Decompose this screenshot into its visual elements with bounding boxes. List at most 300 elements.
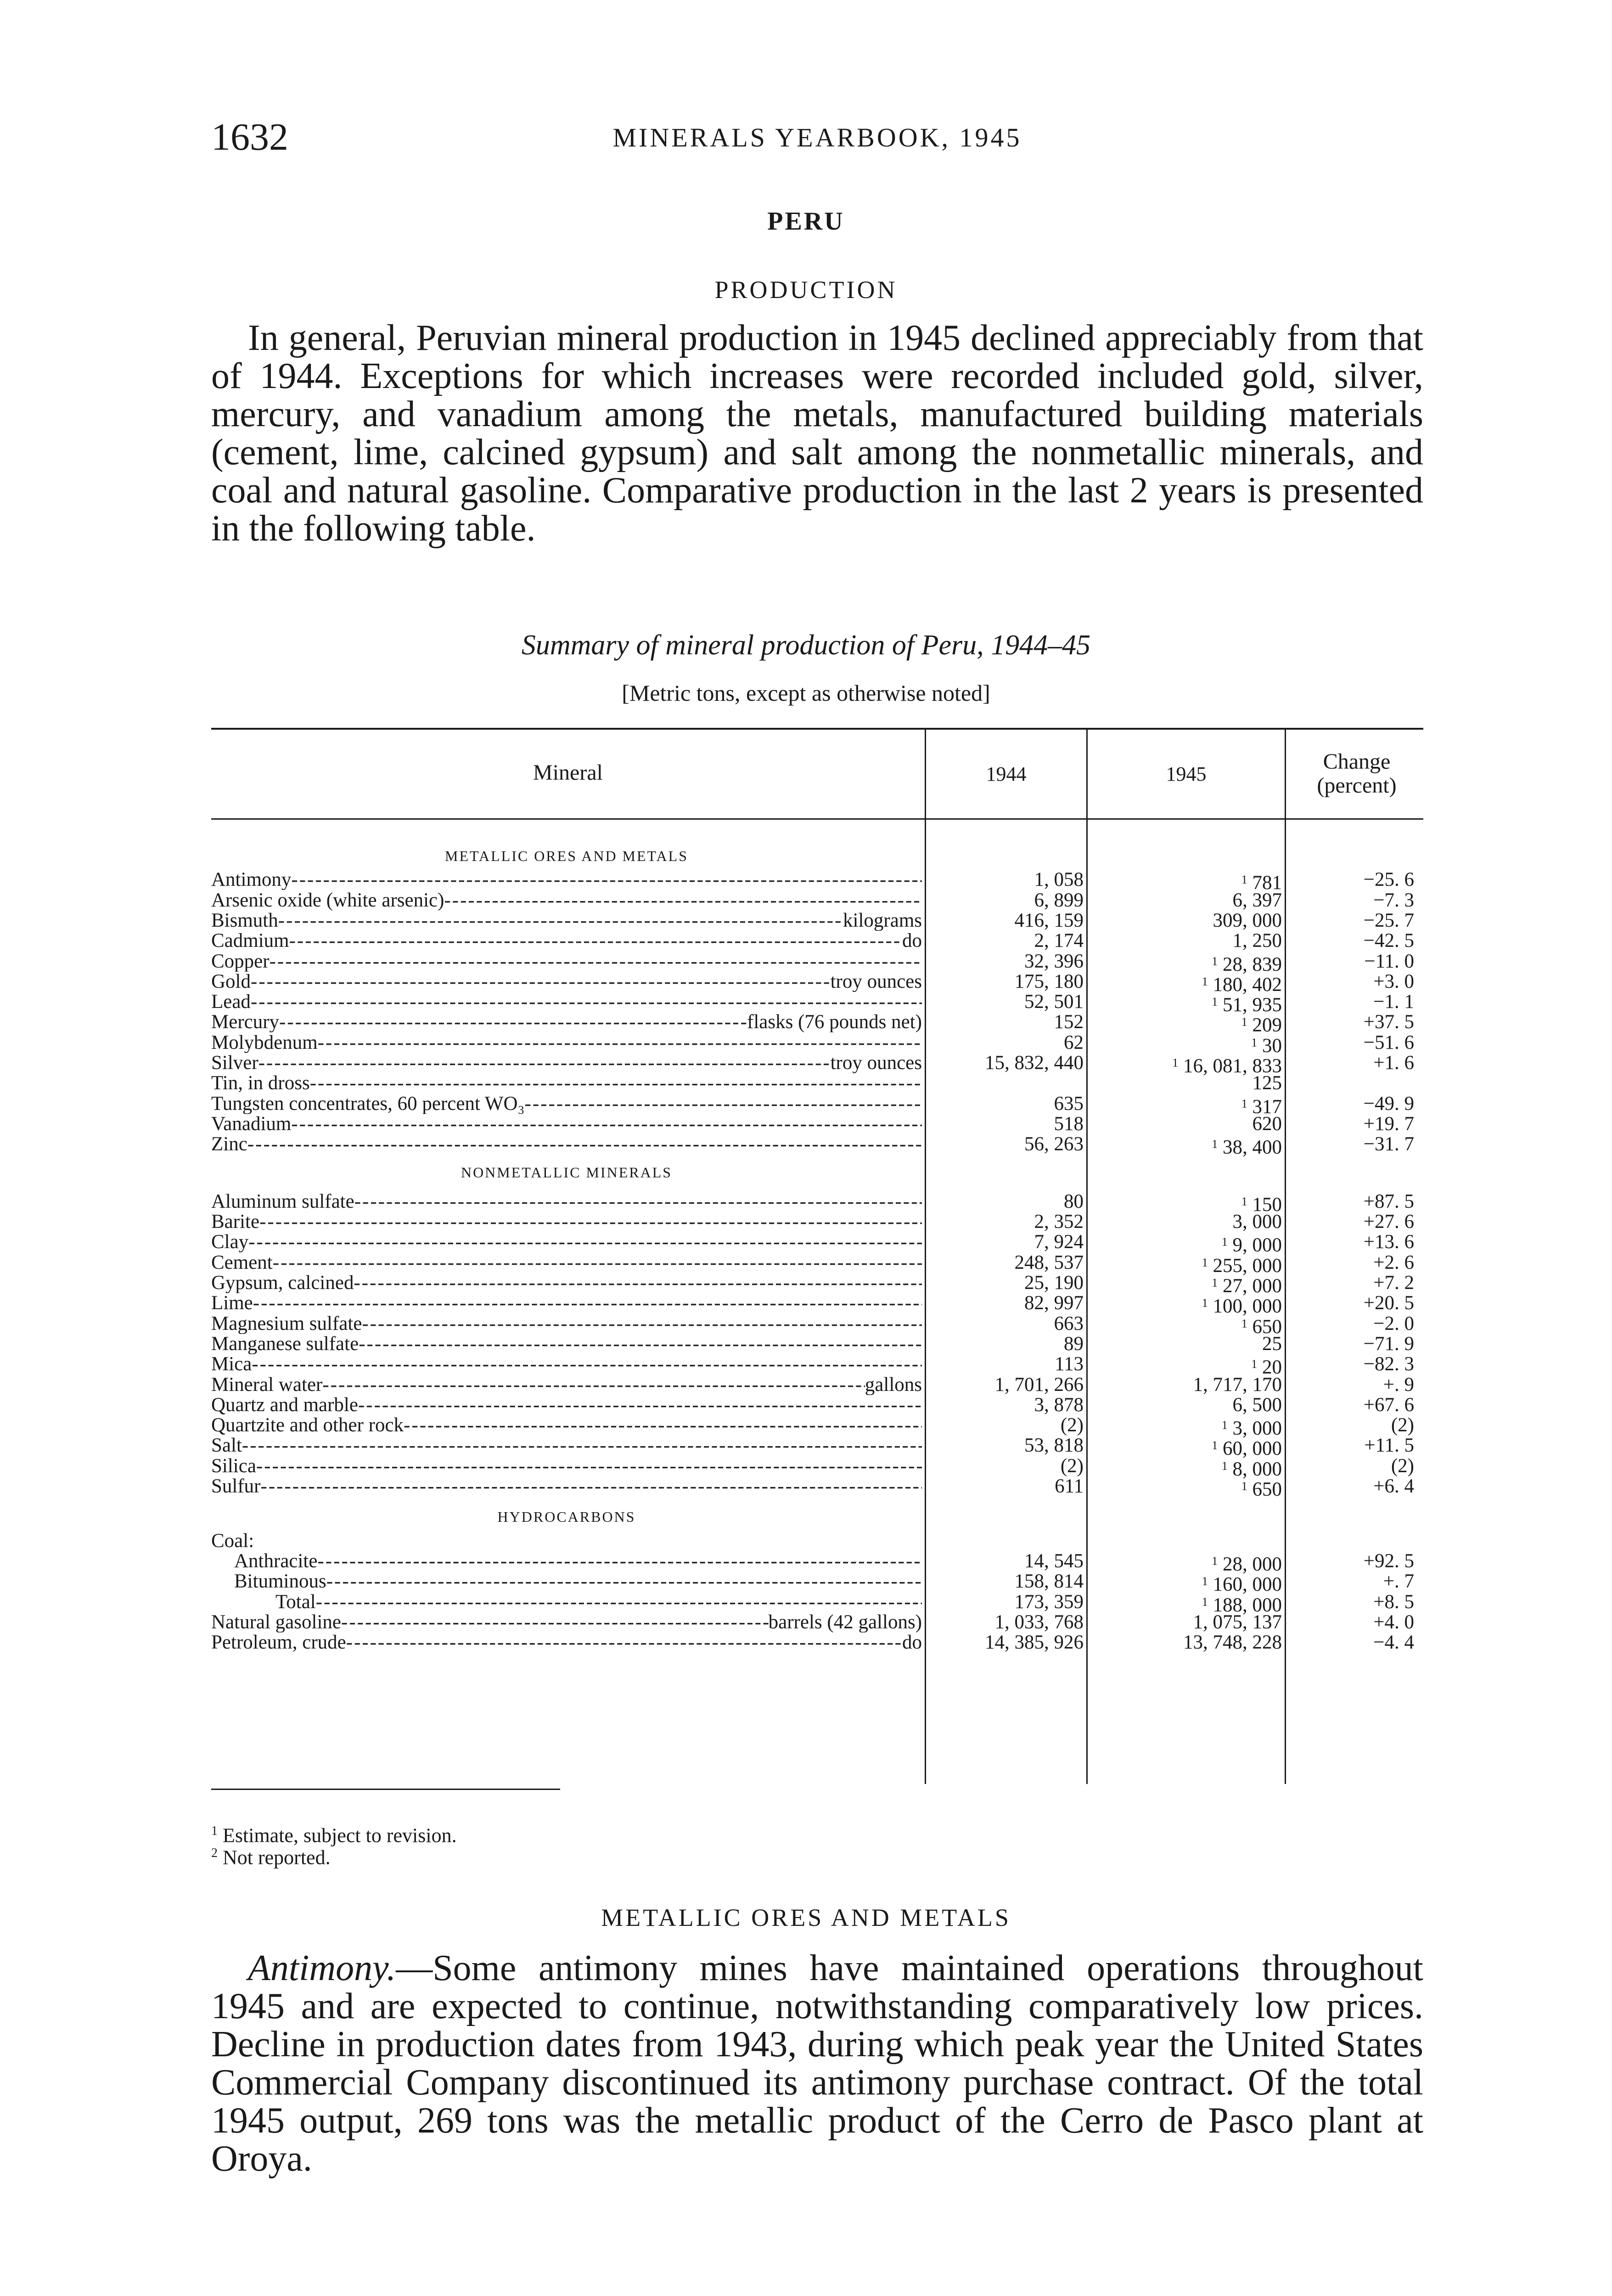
table-row	[211, 890, 1423, 911]
mineral-name: Magnesium sulfate	[211, 1313, 362, 1334]
mineral-name: Copper	[211, 951, 270, 972]
value-change: +27. 6	[1363, 1211, 1414, 1233]
value-1945	[1089, 911, 1282, 931]
leader-dots	[316, 1592, 922, 1612]
value-1944: 56, 263	[1024, 1133, 1084, 1155]
mineral-name: Anthracite	[234, 1551, 318, 1571]
value-1944: 80	[1064, 1190, 1084, 1212]
value-change: −11. 0	[1364, 950, 1414, 972]
table-row	[211, 1292, 1423, 1317]
value-1944: 158, 814	[1014, 1570, 1084, 1593]
table-row	[211, 1011, 1423, 1036]
value-1944: 1, 058	[1034, 869, 1084, 891]
table-row	[211, 1612, 1423, 1632]
value-change: +. 7	[1383, 1570, 1414, 1593]
value-change: (2)	[1391, 1455, 1414, 1477]
value-1944: 53, 818	[1024, 1435, 1084, 1457]
leader-dots	[326, 1571, 922, 1592]
value-1945-number: 9, 000	[1232, 1234, 1282, 1256]
value-1945	[1089, 1212, 1282, 1232]
mineral-name: Silica	[211, 1456, 256, 1476]
value-1945-number: 650	[1252, 1316, 1282, 1338]
value-1944: 1, 033, 768	[994, 1611, 1084, 1633]
table-top-rule	[211, 728, 1423, 730]
value-1945	[1089, 890, 1282, 911]
footnote-ref: 1	[1172, 1056, 1179, 1069]
mineral-name: Antimony	[211, 870, 292, 890]
value-1944: 152	[1054, 1011, 1084, 1033]
value-1945-number: 1, 250	[1232, 930, 1282, 952]
value-1945-number: 6, 500	[1232, 1394, 1282, 1416]
value-1944: 2, 352	[1034, 1211, 1084, 1233]
value-change: +. 9	[1383, 1373, 1414, 1396]
table-row	[211, 1375, 1423, 1395]
footnote-ref: 1	[1212, 1276, 1218, 1289]
table-row	[211, 1133, 1423, 1159]
value-1945	[1089, 931, 1282, 951]
value-change: −42. 5	[1363, 930, 1414, 952]
value-change: +11. 5	[1364, 1435, 1414, 1457]
table-row	[211, 1475, 1423, 1500]
footnote-ref: 1	[1212, 954, 1218, 968]
table-row	[211, 1455, 1423, 1480]
antimony-title: Antimony.	[248, 1948, 396, 1988]
mineral-name: Sulfur	[211, 1476, 261, 1497]
row-label	[211, 992, 922, 1012]
row-label	[211, 1415, 922, 1435]
value-1944: 82, 997	[1024, 1292, 1084, 1314]
table-row	[211, 911, 1423, 931]
value-1945-number: 317	[1252, 1096, 1282, 1118]
table-row	[211, 1272, 1423, 1297]
value-1945-number: 8, 000	[1232, 1458, 1282, 1480]
footnote-ref: 1	[1202, 1296, 1208, 1310]
col-header-mineral: Mineral	[533, 760, 603, 785]
value-1945-number: 125	[1252, 1072, 1282, 1094]
mineral-name: Zinc	[211, 1134, 247, 1155]
leader-dots	[358, 1395, 922, 1415]
footnote-ref: 1	[1202, 1575, 1208, 1588]
mineral-name: Lime	[211, 1293, 253, 1314]
value-1945-number: 13, 748, 228	[1183, 1632, 1282, 1654]
unit-note: barrels (42 gallons)	[768, 1612, 922, 1632]
row-label	[211, 1314, 922, 1334]
value-1944: 15, 832, 440	[985, 1052, 1084, 1074]
value-1945-number: 209	[1252, 1014, 1282, 1036]
row-label	[211, 890, 922, 911]
mineral-name: Clay	[211, 1232, 249, 1253]
row-label	[211, 1053, 922, 1073]
metals-section-heading: METALLIC ORES AND METALS	[601, 1904, 1011, 1931]
mineral-name: Gypsum, calcined	[211, 1273, 354, 1293]
leader-dots	[279, 1012, 747, 1032]
table-row	[211, 1591, 1423, 1616]
row-label	[211, 1114, 922, 1134]
leader-dots	[270, 951, 922, 972]
leader-dots	[341, 1612, 769, 1632]
footnote-ref: 1	[1221, 1235, 1228, 1249]
value-1945-number: 650	[1252, 1479, 1282, 1500]
row-label	[211, 1134, 922, 1154]
row-label	[211, 1551, 922, 1571]
mineral-name: Tin, in dross	[211, 1073, 310, 1094]
footnote-ref: 1	[1212, 1137, 1218, 1151]
table-row	[211, 1395, 1423, 1415]
value-1945-number: 16, 081, 833	[1183, 1055, 1282, 1077]
value-1945-number: 150	[1252, 1193, 1282, 1216]
value-1944: 62	[1064, 1031, 1084, 1053]
value-1944: 248, 537	[1014, 1251, 1084, 1273]
mineral-name: Petroleum, crude	[211, 1632, 346, 1653]
value-1945-number: 38, 400	[1223, 1137, 1282, 1159]
mineral-name: Barite	[211, 1212, 260, 1232]
mineral-name: Quartz and marble	[211, 1395, 358, 1415]
value-change: −71. 9	[1363, 1333, 1414, 1355]
unit-note: troy ounces	[830, 971, 922, 992]
value-1945-number: 25	[1262, 1333, 1282, 1355]
footnote-ref: 1	[1241, 1194, 1247, 1208]
row-label	[211, 1212, 922, 1232]
table-row	[211, 1031, 1423, 1057]
row-label	[211, 1293, 922, 1313]
mineral-name: Molybdenum	[211, 1032, 318, 1053]
row-label	[211, 1012, 922, 1032]
value-change: +19. 7	[1363, 1113, 1414, 1135]
table-group-label	[211, 1531, 1423, 1551]
value-change: −2. 0	[1373, 1312, 1414, 1334]
table-header-rule	[211, 818, 1423, 820]
value-change: +3. 0	[1373, 970, 1414, 992]
footnote-ref: 1	[1241, 1097, 1247, 1110]
unit-note: flasks (76 pounds net)	[747, 1012, 922, 1033]
value-1944: 25, 190	[1024, 1272, 1084, 1294]
row-label	[211, 931, 922, 951]
value-1945	[1089, 1476, 1282, 1500]
antimony-paragraph: Antimony.—Some antimony mines have maintained operations throughout 1945 and are expected to continue, notwithstanding comparatively low prices. Decline in production dates from 1943, during which peak year the United States Commercial Company discontinued its antimony purchase contract. Of the total 1945 output, 269 tons was the metallic product of the Cerro de Pasco plant at Oroya.	[211, 1948, 1423, 2179]
value-1945-number: 51, 935	[1223, 994, 1282, 1016]
value-1945	[1089, 1334, 1282, 1354]
leader-dots	[242, 1435, 922, 1456]
table-row	[211, 1114, 1423, 1134]
page-number: 1632	[211, 116, 288, 158]
value-1945-number: 3, 000	[1232, 1211, 1282, 1233]
leader-dots	[278, 911, 843, 931]
value-1944: 663	[1054, 1312, 1084, 1334]
row-label	[211, 1612, 922, 1632]
value-1944: 635	[1054, 1092, 1084, 1114]
table-row	[211, 991, 1423, 1016]
leader-dots	[354, 1192, 922, 1212]
row-label	[211, 1073, 922, 1093]
table-row	[211, 970, 1423, 996]
production-heading: PRODUCTION	[714, 276, 898, 304]
unit-note: kilograms	[843, 910, 922, 931]
mineral-name: Quartzite and other rock	[211, 1415, 404, 1436]
col-header-change: Change (percent)	[1317, 749, 1397, 798]
value-change: +2. 6	[1373, 1251, 1414, 1273]
footnote-ref: 1	[1212, 1554, 1218, 1568]
table-caption: Summary of mineral production of Peru, 1944–45	[521, 630, 1091, 661]
mineral-name: Gold	[211, 971, 251, 992]
value-change: −49. 9	[1363, 1092, 1414, 1114]
value-1944: 89	[1064, 1333, 1084, 1355]
footnote-ref: 1	[1221, 1459, 1228, 1473]
table-row	[211, 1231, 1423, 1256]
leader-dots	[248, 1232, 922, 1252]
value-change: +92. 5	[1363, 1550, 1414, 1572]
leader-dots	[318, 1033, 922, 1053]
value-1944: 7, 924	[1034, 1231, 1084, 1253]
leader-dots	[317, 1551, 922, 1571]
value-change: +67. 6	[1363, 1394, 1414, 1416]
footnote-ref: 1	[1202, 974, 1208, 988]
leader-dots	[525, 1094, 922, 1114]
mineral-name: Natural gasoline	[211, 1612, 341, 1632]
mineral-name: Tungsten concentrates, 60 percent WO₃	[211, 1093, 525, 1114]
mineral-name: Vanadium	[211, 1114, 292, 1134]
footnote-ref: 1	[1212, 995, 1218, 1009]
value-1945	[1089, 1114, 1282, 1134]
mineral-name: Cement	[211, 1252, 273, 1273]
row-label	[211, 1632, 922, 1653]
row-label	[211, 1192, 922, 1212]
table-bottom-rule	[211, 1789, 560, 1790]
row-label	[211, 1273, 922, 1293]
value-1945	[1089, 1612, 1282, 1632]
leader-dots	[359, 1334, 922, 1354]
value-change: +13. 6	[1363, 1231, 1414, 1253]
footnote-ref: 1	[1212, 1439, 1218, 1452]
value-1945-number: 309, 000	[1213, 909, 1282, 931]
table-row	[211, 1334, 1423, 1354]
mineral-name: Cadmium	[211, 931, 289, 951]
unit-note: do	[902, 1632, 922, 1653]
mineral-name: Silver	[211, 1053, 258, 1073]
table-units-note: [Metric tons, except as otherwise noted]	[622, 680, 990, 706]
value-1945-number: 60, 000	[1223, 1438, 1282, 1460]
row-label	[211, 1094, 922, 1114]
value-1945-number: 255, 000	[1213, 1255, 1282, 1277]
leader-dots	[273, 1253, 922, 1273]
mineral-name: Mica	[211, 1354, 252, 1375]
table-row	[211, 1550, 1423, 1575]
value-change: −31. 7	[1363, 1133, 1414, 1155]
value-change: +20. 5	[1363, 1292, 1414, 1314]
table-section-heading: HYDROCARBONS	[497, 1508, 636, 1525]
footnote-1-text: Estimate, subject to revision.	[223, 1824, 457, 1847]
footnote-ref: 1	[1241, 1317, 1247, 1330]
value-change: −51. 6	[1363, 1031, 1414, 1053]
value-1945-number: 180, 402	[1213, 974, 1282, 996]
value-1945-number: 6, 397	[1232, 889, 1282, 911]
value-change: +1. 6	[1373, 1052, 1414, 1074]
value-1944: 416, 159	[1014, 909, 1084, 931]
value-change: +6. 4	[1373, 1475, 1414, 1497]
value-1945	[1089, 1632, 1282, 1653]
row-label	[211, 1592, 922, 1612]
unit-note: do	[902, 931, 922, 951]
country-heading: PERU	[767, 207, 845, 236]
value-1944: 52, 501	[1024, 991, 1084, 1013]
table-row	[211, 950, 1423, 975]
col-header-1945: 1945	[1166, 763, 1207, 785]
leader-dots	[291, 870, 922, 890]
table-row	[211, 1570, 1423, 1596]
value-1945	[1089, 1073, 1282, 1093]
leader-dots	[256, 1456, 922, 1476]
group-label-text: Coal:	[211, 1530, 254, 1552]
row-label	[211, 911, 922, 931]
value-change: −1. 1	[1373, 991, 1414, 1013]
row-label	[211, 1334, 922, 1354]
leader-dots	[322, 1375, 865, 1395]
leader-dots	[404, 1415, 922, 1435]
mineral-name: Manganese sulfate	[211, 1334, 359, 1354]
table-row	[211, 869, 1423, 894]
value-1945-number: 30	[1262, 1035, 1282, 1057]
footnote-2-mark: 2	[211, 1846, 218, 1860]
table-row	[211, 1190, 1423, 1216]
running-header	[211, 115, 1423, 165]
footnote-ref: 1	[1251, 1035, 1258, 1049]
value-1944: (2)	[1060, 1414, 1084, 1436]
production-table	[211, 728, 1423, 1869]
leader-dots	[310, 1073, 922, 1093]
value-1945-number: 1, 717, 170	[1193, 1373, 1282, 1396]
value-change: +7. 2	[1373, 1272, 1414, 1294]
value-change: +37. 5	[1363, 1011, 1414, 1033]
row-label	[211, 870, 922, 890]
table-row	[211, 1092, 1423, 1118]
value-1945-number: 100, 000	[1213, 1295, 1282, 1317]
footnote-ref: 1	[1251, 1357, 1258, 1371]
footnote-ref: 1	[1202, 1595, 1208, 1609]
value-change: −82. 3	[1363, 1353, 1414, 1375]
row-label	[211, 1354, 922, 1374]
row-label	[211, 1476, 922, 1497]
leader-dots	[291, 1114, 922, 1134]
unit-note: troy ounces	[830, 1053, 922, 1073]
row-label	[211, 1375, 922, 1395]
leader-dots	[346, 1632, 902, 1653]
value-1944: 518	[1054, 1113, 1084, 1135]
value-1944: 2, 174	[1034, 930, 1084, 952]
footnote-ref: 1	[1221, 1418, 1228, 1432]
footnote-ref: 1	[1241, 1015, 1247, 1029]
mineral-name: Bituminous	[234, 1571, 326, 1592]
mineral-name: Aluminum sulfate	[211, 1191, 354, 1212]
leader-dots	[258, 1053, 831, 1073]
row-label	[211, 1456, 922, 1476]
value-1944: 173, 359	[1014, 1591, 1084, 1613]
table-row	[211, 1251, 1423, 1277]
leader-dots	[444, 890, 922, 911]
value-change: +87. 5	[1363, 1190, 1414, 1212]
value-1945-number: 160, 000	[1213, 1574, 1282, 1596]
mineral-name: Mineral water	[211, 1374, 323, 1395]
leader-dots	[362, 1314, 922, 1334]
value-1945-number: 3, 000	[1232, 1418, 1282, 1440]
row-label	[211, 1395, 922, 1415]
footnote-ref: 1	[1241, 1480, 1247, 1493]
intro-paragraph: In general, Peruvian mineral production in 1945 declined appreciably from that of 1944. Exceptions for which increases were recorded included gold, silver, mercury, and vanadium among the metals, manufactured building materials (cement, lime, calcined gypsum) and salt among the nonmetallic minerals, and coal and natural gasoline. Comparative production in the last 2 years is presented in the following table.	[211, 318, 1423, 549]
mineral-name: Arsenic oxide (white arsenic)	[211, 890, 444, 911]
value-1945-number: 1, 075, 137	[1193, 1611, 1282, 1633]
value-change: (2)	[1391, 1414, 1414, 1436]
table-row	[211, 1632, 1423, 1653]
value-1944: 113	[1055, 1353, 1084, 1375]
row-label	[211, 1253, 922, 1273]
row-label	[211, 951, 922, 972]
value-1944: 1, 701, 266	[994, 1373, 1084, 1396]
row-label	[211, 972, 922, 992]
value-change: −7. 3	[1373, 889, 1414, 911]
leader-dots	[251, 992, 922, 1012]
footnote-ref: 1	[1241, 873, 1247, 887]
leader-dots	[261, 1476, 922, 1497]
value-1945-number: 20	[1262, 1356, 1282, 1379]
footnote-ref: 1	[1202, 1255, 1208, 1269]
table-row	[211, 1073, 1423, 1093]
leader-dots	[252, 1354, 922, 1374]
value-1944: 3, 878	[1034, 1394, 1084, 1416]
value-1944: 175, 180	[1014, 970, 1084, 992]
leader-dots	[354, 1273, 922, 1293]
value-1944: 32, 396	[1024, 950, 1084, 972]
row-label	[211, 1435, 922, 1456]
unit-note: gallons	[865, 1374, 922, 1395]
value-1944: 6, 899	[1034, 889, 1084, 911]
row-label	[211, 1571, 922, 1592]
footnote-1-mark: 1	[211, 1824, 218, 1838]
value-change: −25. 7	[1363, 909, 1414, 931]
mineral-name: Mercury	[211, 1012, 280, 1033]
value-change: −25. 6	[1363, 869, 1414, 891]
table-row	[211, 1353, 1423, 1379]
value-change: +4. 0	[1373, 1611, 1414, 1633]
table-row	[211, 1414, 1423, 1440]
table-row	[211, 1435, 1423, 1460]
value-1945-number: 620	[1252, 1113, 1282, 1135]
leader-dots	[289, 931, 902, 951]
table-row	[211, 1212, 1423, 1232]
table-row	[211, 1052, 1423, 1077]
mineral-name: Salt	[211, 1435, 242, 1456]
value-change: +8. 5	[1373, 1591, 1414, 1613]
leader-dots	[253, 1293, 922, 1313]
value-1944: (2)	[1060, 1455, 1084, 1477]
leader-dots	[251, 972, 831, 992]
value-1945-number: 28, 839	[1223, 953, 1282, 975]
table-row	[211, 931, 1423, 951]
mineral-name: Total	[275, 1592, 316, 1612]
row-label	[211, 1232, 922, 1252]
value-1944: 14, 545	[1024, 1550, 1084, 1572]
value-1945-number: 27, 000	[1223, 1275, 1282, 1297]
value-1945-number: 188, 000	[1213, 1594, 1282, 1616]
row-label	[211, 1033, 922, 1053]
table-row	[211, 1312, 1423, 1338]
mineral-name: Lead	[211, 992, 251, 1013]
value-change: −4. 4	[1373, 1632, 1414, 1654]
footnote-2	[211, 1843, 331, 1868]
running-title: MINERALS YEARBOOK, 1945	[612, 123, 1022, 152]
value-1945	[1089, 1395, 1282, 1415]
leader-dots	[259, 1212, 922, 1232]
value-1945	[1089, 1134, 1282, 1158]
mineral-name: Bismuth	[211, 910, 278, 931]
value-1944: 611	[1055, 1475, 1084, 1497]
